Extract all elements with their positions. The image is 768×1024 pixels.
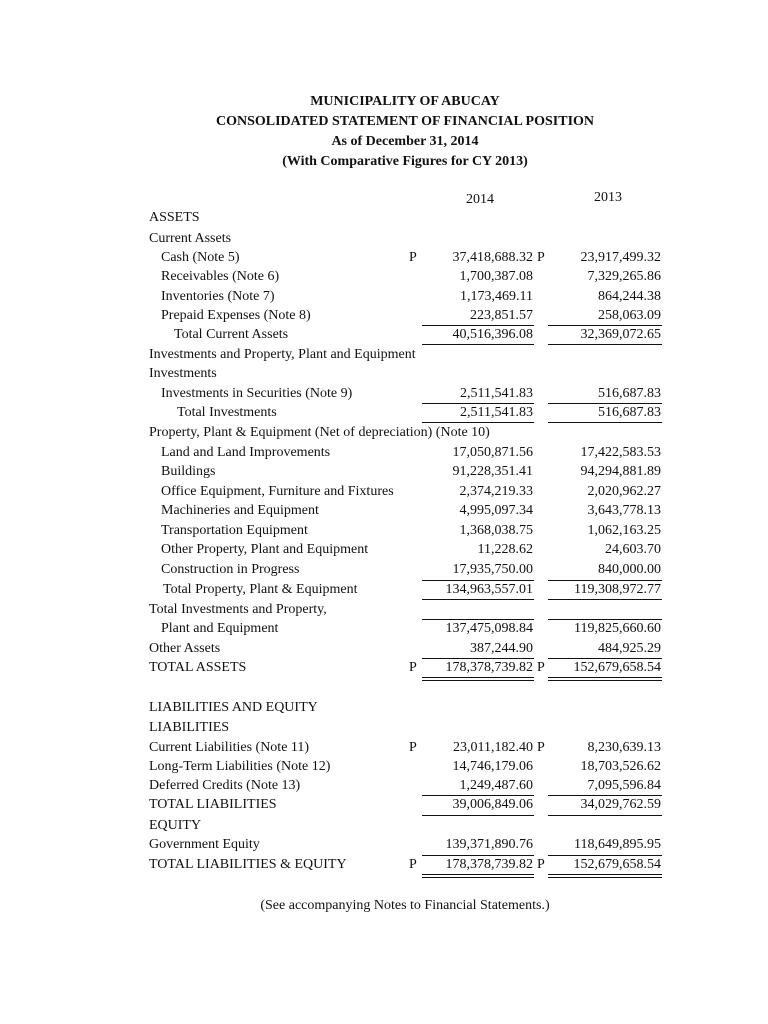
value-2014: 2,511,541.83 (460, 386, 533, 401)
value-2013: 24,603.70 (605, 542, 661, 557)
table-row (0, 795, 768, 814)
table-row (0, 501, 768, 520)
table-row (0, 403, 768, 422)
subtotal-rule (548, 795, 662, 796)
subtotal-rule (422, 658, 534, 659)
row-label: Receivables (Note 6) (161, 269, 280, 284)
value-2014: 139,371,890.76 (445, 837, 533, 852)
statement-title: CONSOLIDATED STATEMENT OF FINANCIAL POSITION (215, 114, 595, 129)
table-row (0, 482, 768, 501)
value-2014: 2,511,541.83 (460, 405, 533, 420)
value-2013: 258,063.09 (598, 308, 661, 323)
value-2014: 91,228,351.41 (452, 464, 533, 479)
row-label: Government Equity (149, 837, 260, 852)
subtotal-rule (548, 855, 662, 856)
table-row (0, 698, 768, 717)
value-2014: 2,374,219.33 (459, 484, 533, 499)
value-2013: 864,244.38 (598, 289, 661, 304)
row-label: Inventories (Note 7) (161, 289, 275, 304)
row-label: Long-Term Liabilities (Note 12) (149, 759, 331, 774)
subtotal-rule (548, 658, 662, 659)
table-row (0, 658, 768, 677)
table-row (0, 384, 768, 403)
table-row (0, 776, 768, 795)
value-2014: 17,935,750.00 (452, 562, 533, 577)
subtotal-rule (548, 325, 662, 326)
row-label: LIABILITIES (149, 720, 230, 735)
total-rule (422, 344, 534, 345)
table-row (0, 364, 768, 383)
table-row (0, 816, 768, 835)
table-row (0, 267, 768, 286)
statement-date: As of December 31, 2014 (331, 134, 479, 149)
value-2013: 840,000.00 (598, 562, 661, 577)
table-row (0, 462, 768, 481)
value-2013: 3,643,778.13 (587, 503, 661, 518)
double-rule (548, 677, 662, 678)
table-row (0, 600, 768, 619)
row-label: Investments and Property, Plant and Equipment (149, 347, 416, 362)
subtotal-rule (548, 619, 662, 620)
value-2014: 178,378,739.82 (445, 660, 533, 675)
total-rule (422, 815, 534, 816)
value-2014: 137,475,098.84 (445, 621, 533, 636)
value-2013: 516,687.83 (598, 386, 661, 401)
row-label: EQUITY (149, 818, 202, 833)
table-row (0, 835, 768, 854)
subtotal-rule (422, 795, 534, 796)
value-2014: 387,244.90 (470, 641, 533, 656)
value-2014: 11,228.62 (477, 542, 533, 557)
table-row (0, 423, 768, 442)
value-2014: 17,050,871.56 (452, 445, 533, 460)
row-label: Buildings (161, 464, 216, 479)
row-label: Investments (149, 366, 217, 381)
double-rule (548, 874, 662, 875)
currency-symbol: P (409, 857, 417, 872)
currency-symbol: P (537, 740, 545, 755)
value-2014: 134,963,557.01 (445, 582, 533, 597)
table-row (0, 208, 768, 227)
value-2014: 39,006,849.06 (452, 797, 533, 812)
value-2013: 152,679,658.54 (573, 660, 661, 675)
value-2014: 4,995,097.34 (459, 503, 533, 518)
total-rule (422, 422, 534, 423)
table-row (0, 248, 768, 267)
value-2013: 516,687.83 (598, 405, 661, 420)
subtotal-rule (422, 403, 534, 404)
subtotal-rule (422, 855, 534, 856)
row-label: ASSETS (149, 210, 200, 225)
value-2014: 178,378,739.82 (445, 857, 533, 872)
row-label: Current Assets (149, 231, 232, 246)
row-label: Total Investments and Property, (149, 602, 327, 617)
table-row (0, 443, 768, 462)
row-label: Plant and Equipment (161, 621, 279, 636)
municipality-title: MUNICIPALITY OF ABUCAY (310, 94, 500, 109)
value-2013: 119,308,972.77 (574, 582, 661, 597)
value-2013: 32,369,072.65 (580, 327, 661, 342)
row-label: Total Current Assets (174, 327, 289, 342)
total-rule (548, 344, 662, 345)
value-2013: 1,062,163.25 (587, 523, 661, 538)
value-2013: 118,649,895.95 (574, 837, 661, 852)
value-2014: 37,418,688.32 (452, 250, 533, 265)
statement-subtitle: (With Comparative Figures for CY 2013) (282, 154, 528, 169)
row-label: Other Assets (149, 641, 221, 656)
subtotal-rule (548, 580, 662, 581)
table-row (0, 619, 768, 638)
row-label: Investments in Securities (Note 9) (161, 386, 353, 401)
row-label: Machineries and Equipment (161, 503, 319, 518)
row-label: Transportation Equipment (161, 523, 308, 538)
double-rule (548, 877, 662, 878)
row-label: Current Liabilities (Note 11) (149, 740, 310, 755)
total-rule (422, 599, 534, 600)
row-label: Property, Plant & Equipment (Net of depreciation) (Note 10) (149, 425, 490, 440)
value-2013: 8,230,639.13 (587, 740, 661, 755)
table-row (0, 287, 768, 306)
value-2014: 40,516,396.08 (452, 327, 533, 342)
value-2014: 23,011,182.40 (453, 740, 533, 755)
table-row (0, 855, 768, 874)
value-2013: 94,294,881.89 (580, 464, 661, 479)
row-label: Other Property, Plant and Equipment (161, 542, 369, 557)
subtotal-rule (422, 619, 534, 620)
table-row (0, 560, 768, 579)
double-rule (422, 677, 534, 678)
value-2013: 18,703,526.62 (580, 759, 661, 774)
value-2013: 152,679,658.54 (573, 857, 661, 872)
subtotal-rule (422, 580, 534, 581)
year-2014-header: 2014 (466, 192, 494, 207)
currency-symbol: P (409, 660, 417, 675)
value-2014: 223,851.57 (470, 308, 533, 323)
table-row (0, 540, 768, 559)
currency-symbol: P (409, 740, 417, 755)
value-2014: 1,173,469.11 (460, 289, 533, 304)
row-label: Construction in Progress (161, 562, 300, 577)
table-row (0, 738, 768, 757)
row-label: Land and Land Improvements (161, 445, 331, 460)
footnote: (See accompanying Notes to Financial Statements.) (260, 898, 550, 913)
row-label: Prepaid Expenses (Note 8) (161, 308, 311, 323)
row-label: Cash (Note 5) (161, 250, 240, 265)
double-rule (548, 680, 662, 681)
currency-symbol: P (537, 660, 545, 675)
total-rule (548, 599, 662, 600)
year-2013-header: 2013 (594, 190, 622, 205)
value-2013: 17,422,583.53 (580, 445, 661, 460)
value-2014: 14,746,179.06 (452, 759, 533, 774)
statement-header (0, 92, 768, 172)
table-row (0, 306, 768, 325)
row-label: TOTAL ASSETS (149, 660, 247, 675)
row-label: Total Property, Plant & Equipment (163, 582, 358, 597)
table-row (0, 229, 768, 248)
table-row (0, 521, 768, 540)
table-row (0, 639, 768, 658)
value-2013: 7,329,265.86 (587, 269, 661, 284)
double-rule (422, 877, 534, 878)
row-label: TOTAL LIABILITIES (149, 797, 277, 812)
subtotal-rule (422, 325, 534, 326)
value-2013: 119,825,660.60 (574, 621, 661, 636)
table-row (0, 345, 768, 364)
table-row (0, 757, 768, 776)
table-row (0, 325, 768, 344)
row-label: Total Investments (177, 405, 277, 420)
subtotal-rule (548, 403, 662, 404)
total-rule (548, 815, 662, 816)
value-2013: 7,095,596.84 (587, 778, 661, 793)
table-row (0, 718, 768, 737)
row-label: TOTAL LIABILITIES & EQUITY (149, 857, 347, 872)
currency-symbol: P (537, 857, 545, 872)
double-rule (422, 680, 534, 681)
value-2013: 484,925.29 (598, 641, 661, 656)
currency-symbol: P (537, 250, 545, 265)
row-label: Office Equipment, Furniture and Fixtures (161, 484, 394, 499)
value-2014: 1,368,038.75 (459, 523, 533, 538)
value-2013: 23,917,499.32 (580, 250, 661, 265)
value-2013: 2,020,962.27 (587, 484, 661, 499)
row-label: Deferred Credits (Note 13) (149, 778, 301, 793)
value-2014: 1,700,387.08 (459, 269, 533, 284)
row-label: LIABILITIES AND EQUITY (149, 700, 318, 715)
total-rule (548, 422, 662, 423)
double-rule (422, 874, 534, 875)
value-2013: 34,029,762.59 (580, 797, 661, 812)
value-2014: 1,249,487.60 (459, 778, 533, 793)
table-row (0, 580, 768, 599)
currency-symbol: P (409, 250, 417, 265)
